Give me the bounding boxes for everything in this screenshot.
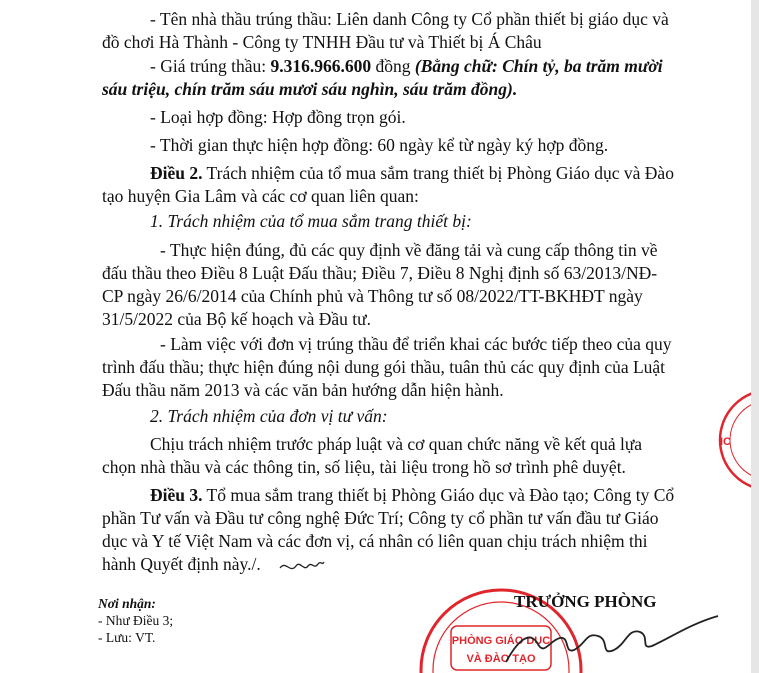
price-value: 9.316.966.600 [270, 56, 372, 76]
section-1-heading: 1. Trách nhiệm của tổ mua sắm trang thiết bị: [150, 211, 472, 231]
section-1-item-1: - Thực hiện đúng, đủ các quy định về đăng tải và cung cấp thông tin về [160, 240, 658, 260]
section-1-item-1-cont-2: CP ngày 26/6/2014 của Chính phủ và Thông tư số 08/2022/TT-BKHĐT ngày [102, 286, 643, 306]
contractor-line: - Tên nhà thầu trúng thầu: Liên danh Công ty Cổ phần thiết bị giáo dục và [150, 9, 669, 29]
article-2-heading-cont: tạo huyện Gia Lâm và các cơ quan liên quan: [102, 186, 419, 206]
recipient-item-2: - Lưu: VT. [98, 630, 156, 645]
section-1-item-2-cont-1: trình đấu thầu; thực hiện đúng nội dung gói thầu, tuân thủ các quy định của Luật [102, 357, 666, 377]
partial-stamp-right [700, 385, 751, 495]
price-in-words: sáu triệu, chín trăm sáu mươi sáu nghìn, sáu trăm đồng). [102, 79, 518, 99]
section-2-body-cont: chọn nhà thầu và các thông tin, số liệu, tài liệu trong hồ sơ trình phê duyệt. [102, 457, 626, 477]
recipient-item-1: - Như Điều 3; [98, 613, 174, 628]
contract-duration-line: - Thời gian thực hiện hợp đồng: 60 ngày kể từ ngày ký hợp đồng. [150, 135, 609, 155]
section-2-body: Chịu trách nhiệm trước pháp luật và cơ quan chức năng về kết quả lựa [150, 434, 643, 454]
contract-type-line: - Loại hợp đồng: Hợp đồng trọn gói. [150, 107, 406, 127]
price-line: - Giá trúng thầu: 9.316.966.600 đồng (Bằng chữ: Chín tỷ, ba trăm mười [150, 56, 663, 76]
stamp-center-1: PHÒNG GIÁO DỤC [451, 635, 551, 647]
section-1-item-2: - Làm việc với đơn vị trúng thầu để triển khai các bước tiếp theo của quy [160, 334, 672, 354]
section-1-item-1-cont-3: 31/5/2022 của Bộ kế hoạch và Đầu tư. [102, 309, 372, 329]
section-1-item-1-cont-1: đấu thầu theo Điều 8 Luật Đấu thầu; Điều 7, Điều 8 Nghị định số 63/2013/NĐ- [102, 263, 658, 283]
section-1-item-2-cont-2: Đấu thầu năm 2013 và các văn bản hướng dẫn hiện hành. [102, 380, 504, 400]
section-2-heading: 2. Trách nhiệm của đơn vị tư vấn: [150, 406, 388, 426]
signature-title: TRƯỞNG PHÒNG [514, 592, 657, 611]
article-3-cont-2: dục và Y tế Việt Nam và các đơn vị, cá nhân có liên quan chịu trách nhiệm thi [102, 531, 648, 551]
article-3-heading: Điều 3. Tổ mua sắm trang thiết bị Phòng Giáo dục và Đào tạo; Công ty Cổ [150, 485, 675, 505]
page-edge [751, 0, 759, 673]
handwritten-signature [500, 610, 725, 670]
contractor-line-cont: đồ chơi Hà Thành - Công ty TNHH Đầu tư và Thiết bị Á Châu [102, 32, 542, 52]
initial-scribble [278, 552, 328, 578]
stamp-center-2: VÀ ĐÀO TẠO [466, 653, 536, 665]
recipients-title: Nơi nhận: [98, 596, 156, 611]
article-3-cont-1: phần Tư vấn và Đầu tư công nghệ Đức Trí; Công ty cổ phần tư vấn đầu tư Giáo [102, 508, 659, 528]
article-3-cont-3: hành Quyết định này./. [102, 554, 261, 574]
article-2-heading: Điều 2. Trách nhiệm của tổ mua sắm trang thiết bị Phòng Giáo dục và Đào [150, 163, 674, 183]
partial-stamp-text: IC [720, 436, 731, 448]
